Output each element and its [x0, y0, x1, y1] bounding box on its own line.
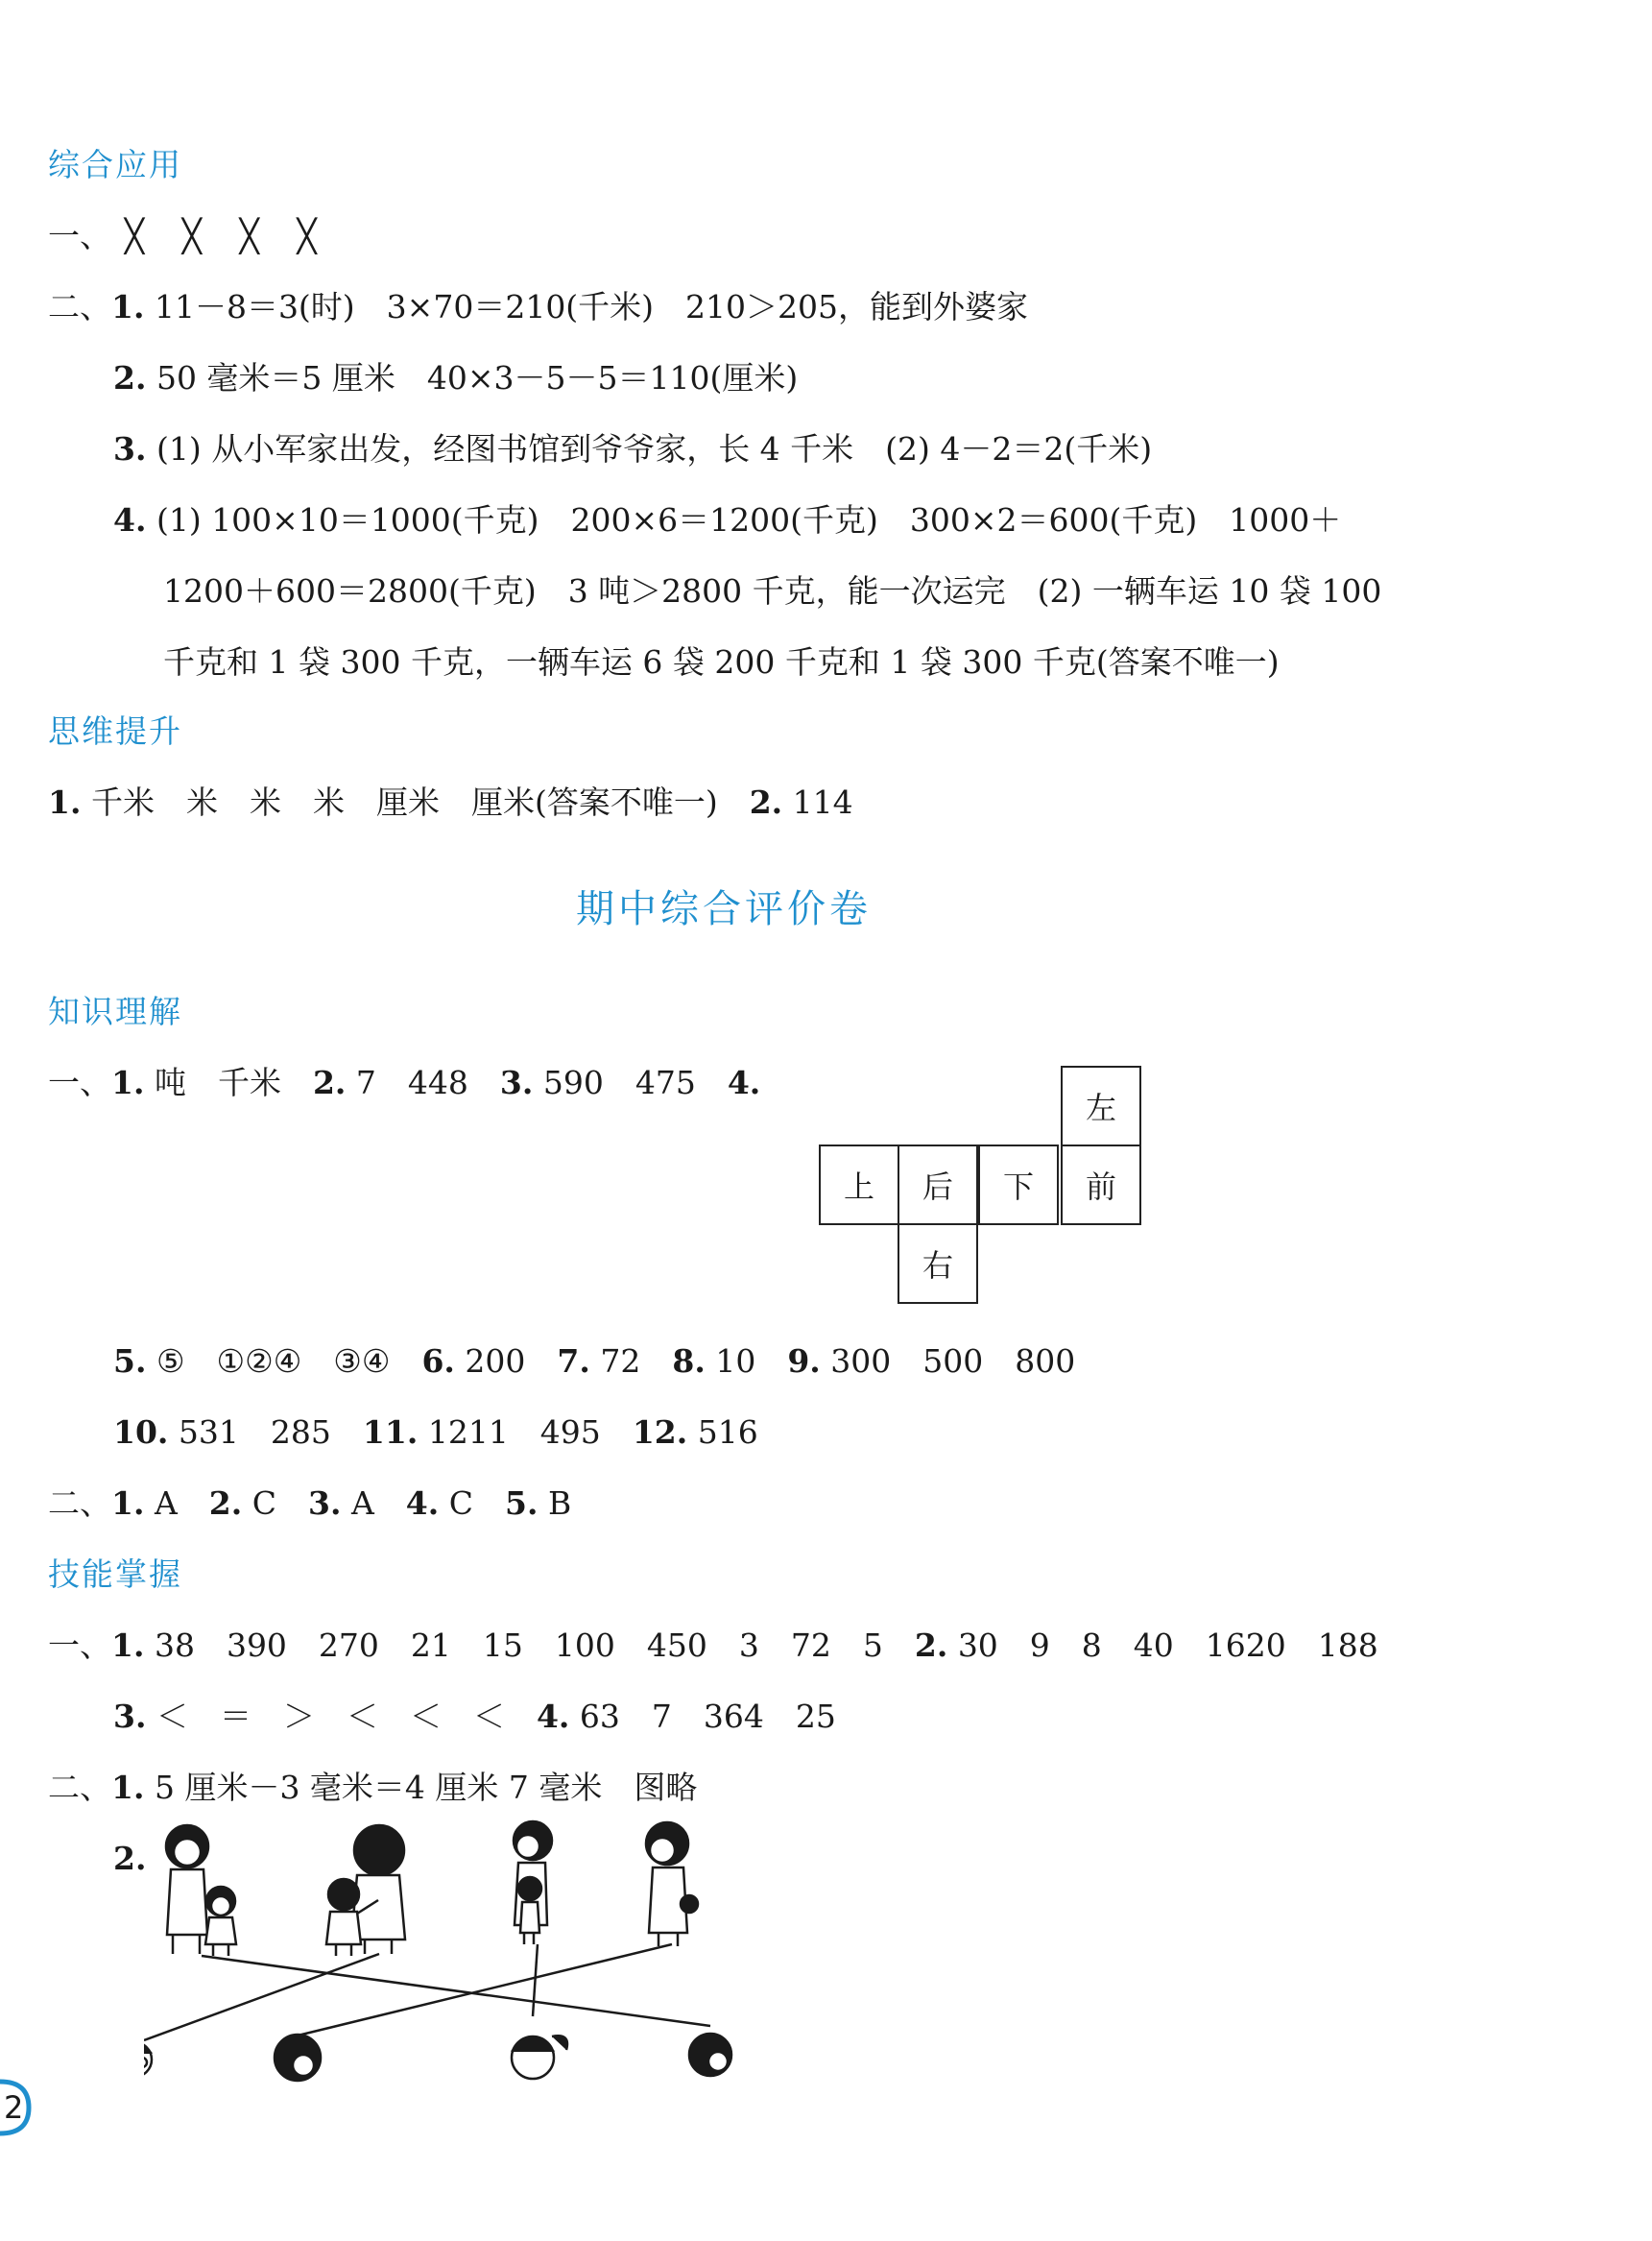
answer-text: 531 285 [178, 1413, 331, 1451]
answer-line [48, 1482, 571, 1525]
answer-text: 114 [792, 783, 853, 821]
item-number: 2. [914, 1627, 948, 1664]
item-number: 4. [405, 1484, 440, 1522]
q1-prefix: 一、 [48, 217, 111, 254]
answer-text: 千米 米 米 米 厘米 厘米(答案不唯一) [90, 783, 718, 821]
section-heading-knowledge: 知识理解 [48, 993, 182, 1030]
answer-text: C [251, 1484, 276, 1522]
answer-text: 590 475 [542, 1064, 696, 1101]
item-number: 7. [557, 1342, 590, 1380]
answer-text: (1) 从小军家出发，经图书馆到爷爷家，长 4 千米 (2) 4－2＝2(千米) [156, 430, 1153, 468]
match-line [144, 1954, 379, 2040]
q-prefix: 一、 [48, 1064, 111, 1101]
answer-text: 50 毫米＝5 厘米 40×3－5－5＝110(厘米) [156, 359, 799, 397]
answer-line [113, 428, 1152, 470]
answer-line [113, 499, 1341, 542]
item-number: 5. [113, 1342, 147, 1380]
answer-line [48, 1062, 760, 1104]
item-number: 9. [787, 1342, 821, 1380]
answer-text: 300 500 800 [830, 1342, 1076, 1380]
answer-line-continued: 1200＋600＝2800(千克) 3 吨＞2800 千克，能一次运完 (2) 一辆车运 10 袋 100 [163, 572, 1382, 610]
item-number: 1. [111, 288, 145, 325]
answer-line [113, 1838, 146, 1880]
q-prefix: 一、 [48, 1627, 111, 1664]
answer-text: 516 [697, 1413, 758, 1451]
answer-text: A [154, 1484, 178, 1522]
answer-text: 7 448 [355, 1064, 468, 1101]
item-number: 8. [672, 1342, 706, 1380]
head-ponytail-illustration [512, 2036, 567, 2079]
item-number: 2. [113, 359, 147, 397]
item-number: 2. [312, 1064, 347, 1101]
matching-figure [144, 1819, 768, 2108]
cross-mark: ╳ [297, 217, 317, 254]
answer-text: 30 9 8 40 1620 188 [957, 1627, 1378, 1664]
item-number: 4. [536, 1698, 570, 1735]
q-prefix: 二、 [48, 1769, 111, 1806]
answer-line [113, 1340, 1075, 1383]
answer-text: ⑤ ①②④ ③④ [156, 1342, 391, 1380]
answer-line [48, 1767, 697, 1809]
item-number: 1. [111, 1627, 145, 1664]
answer-line [48, 1625, 1378, 1667]
item-number: 1. [111, 1769, 145, 1806]
section-heading-comprehensive: 综合应用 [48, 146, 182, 183]
page-number-badge [0, 2074, 38, 2141]
answer-text: ＜ ＝ ＞ ＜ ＜ ＜ [156, 1698, 505, 1735]
answer-line [113, 357, 798, 399]
answer-line [113, 1696, 836, 1738]
answer-text: A [350, 1484, 374, 1522]
item-number: 1. [111, 1064, 145, 1101]
item-number: 3. [499, 1064, 534, 1101]
answer-line [113, 1411, 758, 1454]
answer-text: 5 厘米－3 毫米＝4 厘米 7 毫米 图略 [154, 1769, 698, 1806]
item-number: 2. [113, 1840, 147, 1877]
answer-text: C [448, 1484, 473, 1522]
cross-mark: ╳ [125, 217, 144, 254]
net-cell: 前 [1061, 1145, 1141, 1225]
answer-text: (1) 100×10＝1000(千克) 200×6＝1200(千克) 300×2＝600(千克) 1000＋ [156, 501, 1342, 539]
item-number: 1. [48, 783, 82, 821]
net-cell-top: 左 [1061, 1066, 1141, 1146]
q-prefix: 二、 [48, 1484, 111, 1522]
answer-text: 38 390 270 21 15 100 450 3 72 5 [154, 1627, 883, 1664]
answer-text: 11－8＝3(时) 3×70＝210(千米) 210＞205，能到外婆家 [154, 288, 1029, 325]
answer-text: 吨 千米 [154, 1064, 281, 1101]
item-number: 6. [421, 1342, 455, 1380]
answer-line-continued: 千克和 1 袋 300 千克，一辆车运 6 袋 200 千克和 1 袋 300 千克(答案不唯一) [163, 643, 1280, 681]
item-number: 12. [632, 1413, 688, 1451]
cross-mark: ╳ [239, 217, 259, 254]
item-number: 4. [727, 1064, 761, 1101]
item-number: 3. [113, 1698, 147, 1735]
net-cell-bottom: 右 [898, 1223, 978, 1304]
net-cell: 下 [978, 1145, 1059, 1225]
item-number: 3. [113, 430, 147, 468]
adult-side-illustration [646, 1822, 698, 1946]
item-number: 3. [308, 1484, 342, 1522]
item-number: 10. [113, 1413, 169, 1451]
item-number: 5. [505, 1484, 539, 1522]
answer-line [48, 286, 1028, 328]
q1-true-false-row [48, 215, 317, 257]
cross-mark: ╳ [181, 217, 202, 254]
head-back-illustration [275, 2035, 321, 2081]
answer-text: 10 [715, 1342, 756, 1380]
page-number: 2 [4, 2089, 24, 2126]
adult-child-front-illustration [166, 1825, 236, 1956]
adult-child-back-illustration [326, 1825, 405, 1956]
section-heading-skills: 技能掌握 [48, 1555, 182, 1593]
item-number: 11. [362, 1413, 419, 1451]
answer-text: B [547, 1484, 572, 1522]
item-number: 2. [749, 783, 783, 821]
head-side-illustration [689, 2034, 731, 2076]
net-cell: 上 [819, 1145, 899, 1225]
head-glasses-illustration [144, 2042, 152, 2077]
net-cell: 后 [898, 1145, 978, 1225]
section-heading-thinking: 思维提升 [48, 712, 182, 750]
exam-title: 期中综合评价卷 [576, 887, 872, 931]
item-number: 1. [111, 1484, 145, 1522]
adult-child-side-illustration [514, 1821, 552, 1944]
match-line [298, 1944, 672, 2036]
answer-text: 72 [600, 1342, 641, 1380]
q2-prefix: 二、 [48, 288, 111, 325]
answer-text: 63 7 364 25 [579, 1698, 836, 1735]
answer-line [48, 782, 853, 824]
answer-text: 1211 495 [427, 1413, 601, 1451]
answer-text: 200 [465, 1342, 526, 1380]
item-number: 2. [208, 1484, 243, 1522]
match-line [533, 1944, 538, 2016]
item-number: 4. [113, 501, 147, 539]
